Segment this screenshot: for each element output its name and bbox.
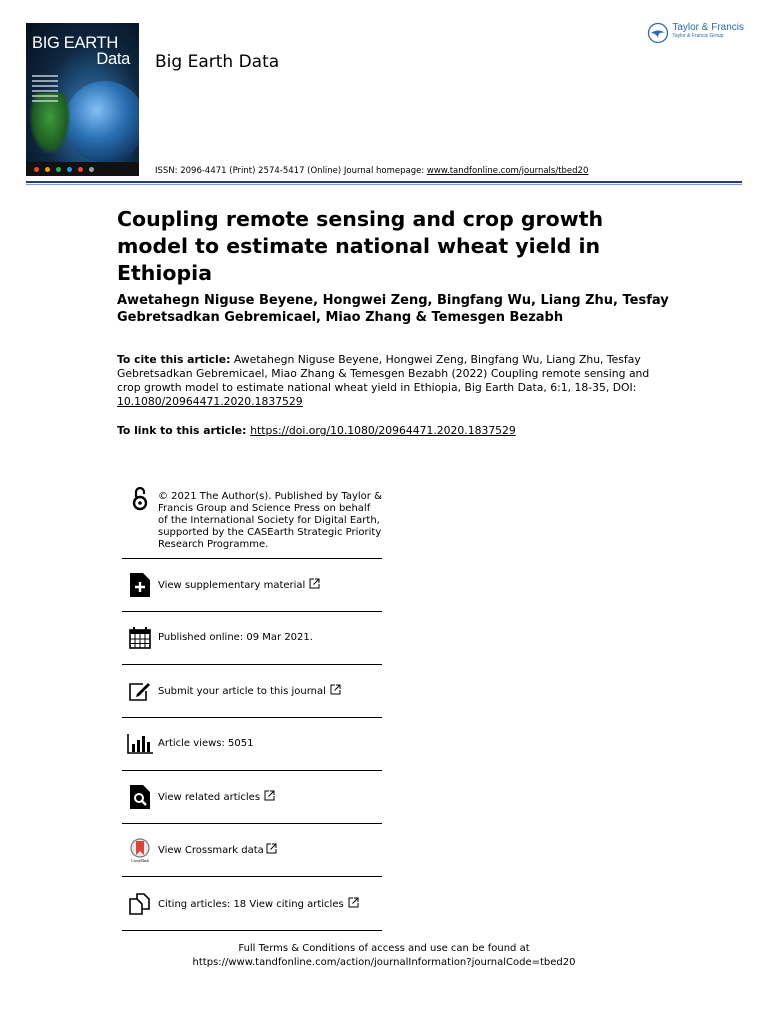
cite-label: To cite this article: (117, 353, 231, 366)
article-title: Coupling remote sensing and crop growth model to estimate national wheat yield in Ethiopia (117, 207, 604, 285)
published-row (122, 612, 382, 665)
citing-row[interactable] (122, 877, 382, 931)
cover-title-line1: BIG EARTH (32, 34, 118, 52)
cover-title (32, 35, 130, 67)
header-rule-secondary (26, 184, 742, 185)
globe-graphic (64, 81, 139, 163)
article-views-label: Article views: 5051 (158, 738, 254, 749)
article-authors: Awetahegn Niguse Beyene, Hongwei Zeng, Bingfang Wu, Liang Zhu, Tesfay Gebretsadkan Gebremicael, Miao Zhang & Temesgen Bezabh (117, 293, 669, 325)
related-search-icon (122, 785, 158, 809)
external-link-icon (266, 843, 277, 854)
issn-text: ISSN: 2096-4471 (Print) 2574-5417 (Online) Journal homepage: (155, 166, 427, 176)
external-link-icon (309, 578, 320, 589)
submit-row[interactable] (122, 665, 382, 718)
header-rule (26, 181, 742, 183)
views-row (122, 718, 382, 771)
related-articles-label[interactable]: View related articles (158, 792, 261, 803)
cover-logo-strip (26, 162, 139, 176)
issn-line (155, 166, 588, 176)
cite-doi-link[interactable]: 10.1080/20964471.2020.1837529 (117, 395, 303, 408)
journal-name: Big Earth Data (155, 52, 280, 72)
cite-text: Awetahegn Niguse Beyene, Hongwei Zeng, Bingfang Wu, Liang Zhu, Tesfay Gebretsadkan Gebremicael, Miao Zhang & Temesgen Bezabh (2022) Coupling remote sensing and crop growth model to estimate national wheat yield in Ethiopia, Big Earth Data, 6:1, 18-35, DOI: (117, 353, 650, 394)
supplementary-file-icon (122, 573, 158, 597)
crossmark-label[interactable]: View Crossmark data (158, 845, 264, 856)
journal-homepage-link[interactable]: www.tandfonline.com/journals/tbed20 (426, 166, 589, 176)
article-doi-link[interactable]: https://doi.org/10.1080/20964471.2020.1837529 (250, 424, 516, 437)
publisher-name: Taylor & Francis (672, 22, 744, 33)
article-link-line (117, 424, 516, 437)
submit-label[interactable]: Submit your article to this journal (158, 686, 326, 697)
supplementary-row[interactable] (122, 559, 382, 612)
crossmark-icon-caption: CrossMark (131, 857, 149, 863)
cover-title-line2: Data (96, 50, 130, 68)
edit-pencil-icon (122, 681, 158, 701)
related-row[interactable] (122, 771, 382, 824)
publisher-logo[interactable] (647, 22, 744, 44)
copyright-text: © 2021 The Author(s). Published by Taylor & Francis Group and Science Press on behalf of the International Society for Digital Earth, supported by the CASEarth Strategic Priority Research Programme. (158, 491, 382, 550)
bar-chart-icon (122, 734, 158, 754)
external-link-icon (348, 897, 359, 908)
citation (117, 353, 657, 409)
external-link-icon (264, 790, 275, 801)
citing-documents-icon (122, 893, 158, 915)
publisher-logo-icon (647, 22, 669, 44)
link-label: To link to this article: (117, 424, 251, 437)
external-link-icon (330, 684, 341, 695)
article-info-panel (122, 484, 382, 931)
footer-line1: Full Terms & Conditions of access and use can be found at (238, 943, 530, 954)
open-access-icon (122, 484, 158, 512)
crossmark-row[interactable] (122, 824, 382, 877)
calendar-icon (122, 627, 158, 649)
cover-small-text (32, 75, 58, 105)
footer-terms-url[interactable]: https://www.tandfonline.com/action/journalInformation?journalCode=tbed20 (192, 957, 576, 968)
terms-footer (0, 942, 768, 970)
citing-articles-label[interactable]: Citing articles: 18 View citing articles (158, 898, 344, 910)
supplementary-label[interactable]: View supplementary material (158, 580, 306, 591)
published-online-label: Published online: 09 Mar 2021. (158, 632, 313, 643)
publisher-group: Taylor & Francis Group (672, 33, 724, 39)
journal-cover-image (26, 23, 139, 176)
open-access-row (122, 484, 382, 559)
crossmark-icon (122, 838, 158, 863)
